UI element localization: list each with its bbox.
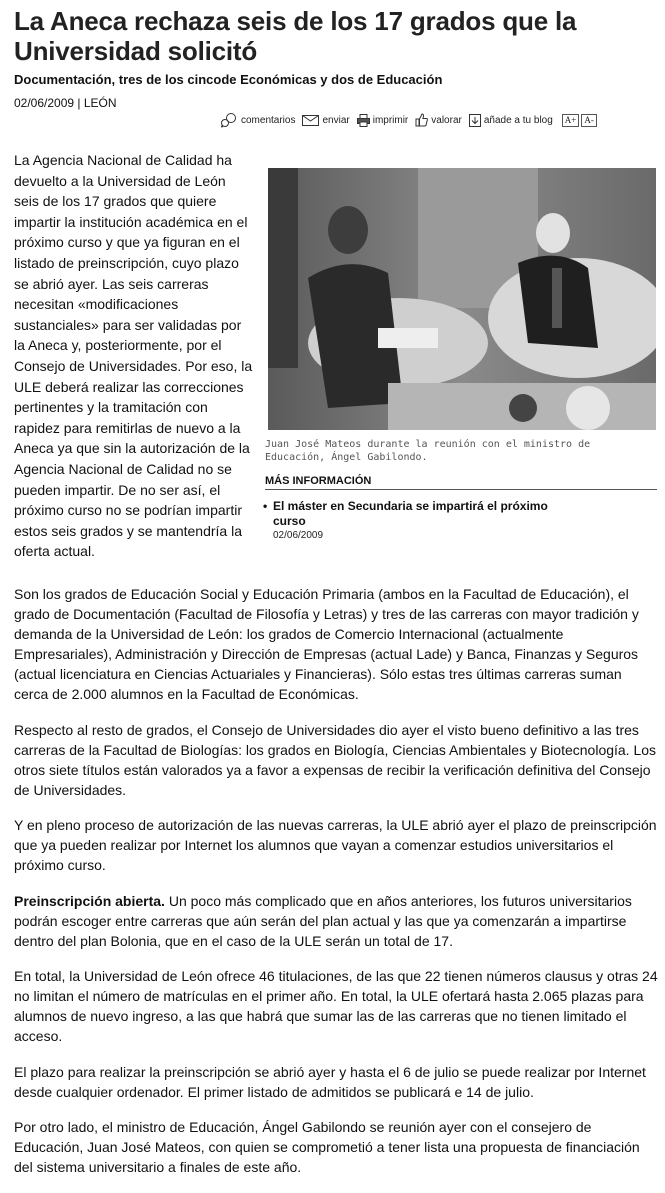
add-to-blog-label: añade a tu blog (483, 114, 553, 126)
more-info-heading: MÁS INFORMACIÓN (265, 475, 657, 490)
envelope-icon (302, 115, 319, 126)
body-paragraph-4 (14, 891, 659, 951)
related-article-link[interactable]: El máster en Secundaria se impartirá el próximo curso (273, 499, 548, 528)
printer-icon (357, 114, 370, 127)
body-paragraph-7: Por otro lado, el ministro de Educación, Ángel Gabilondo se reunión ayer con el consejero de Educación, Juan José Mateos, con quien se comprometió a tener lista una propuesta de financiación del sistema universitario a finales de este año. (14, 1119, 640, 1175)
add-to-blog-link[interactable] (469, 114, 553, 127)
section-lead: Preinscripción abierta. (14, 892, 165, 909)
subheadline: Documentación, tres de los cincode Económicas y dos de Educación (14, 72, 443, 87)
thumbs-up-icon (415, 113, 428, 127)
font-increase-button[interactable]: A+ (562, 114, 580, 127)
article-toolbar (220, 111, 660, 129)
article-location: LEÓN (83, 96, 117, 110)
bullet-icon: • (263, 499, 268, 513)
article-body (14, 584, 659, 1193)
body-paragraph-1: Son los grados de Educación Social y Educación Primaria (ambos en la Facultad de Educación), el grado de Documentación (Facultad de Filosofía y Letras) y tres de las carreras con mayor tradición y demanda de la Universidad de León: los grados de Comercio Internacional (actualmente Empresariales), Administración y Dirección de Empresas (actual Lade) y Banca, Finanzas y Seguros (actual licenciatura en Ciencias Actuariales y Financieras). Sólo estas tres últimas carreras suman cerca de 2.000 alumnos en la Facultad de Económicas. (14, 586, 639, 702)
rate-label: valorar (431, 114, 462, 126)
body-paragraph-4-text: Un poco más complicado que en años anteriores, los futuros universitarios podrán escoger entre carreras que aún serán del plan actual y las que ya comenzarán a impartirse dentro del plan Bolonia, que en el caso de la ULE serán un total de 17. (14, 892, 632, 949)
print-link[interactable] (357, 114, 409, 127)
font-decrease-button[interactable]: A- (581, 114, 597, 127)
dateline-separator: | (74, 96, 84, 110)
print-label: imprimir (372, 114, 409, 126)
related-article-date: 02/06/2009 (273, 530, 324, 541)
comments-icon (220, 113, 238, 128)
article-date: 02/06/2009 (14, 96, 75, 110)
comments-link[interactable] (220, 113, 295, 128)
send-label: enviar (322, 114, 350, 126)
blog-icon (469, 114, 481, 127)
headline: La Aneca rechaza seis de los 17 grados que la Universidad solicitó (14, 6, 577, 66)
body-paragraph-6: El plazo para realizar la preinscripción se abrió ayer y hasta el 6 de julio se puede realizar por Internet desde cualquier ordenador. El primer listado de admitidos se publicará e 14 de julio. (14, 1063, 646, 1100)
send-link[interactable] (302, 115, 349, 126)
comments-label: comentarios (241, 114, 296, 126)
body-paragraph-2: Respecto al resto de grados, el Consejo de Universidades dio ayer el visto bueno definitivo a las tres carreras de la Facultad de Biologías: los grados en Biología, Ciencias Ambientales y Biotecnología. Los otros siete títulos están valorados ya a favor a expensas de recibir la verificación definitiva del Consejo de Universidades. (14, 721, 657, 798)
lead-paragraph: La Agencia Nacional de Calidad ha devuelto a la Universidad de León seis de los 17 grados que quiere impartir la institución académica en el próximo curso y que ya figuran en el listado de preinscripción, cuyo plazo se abrió ayer. Las seis carreras necesitan «modificaciones sustanciales» para ser validadas por la Aneca y, posteriormente, por el Consejo de Universidades. Por eso, la ULE deberá realizar las correcciones pertinentes y la tramitación con rapidez para remitirlas de nuevo a la Aneca ya que sin la autorización de la Agencia Nacional de Calidad no se pueden impartir. De no ser así, el próximo curso no se podrían impartir estos seis grados y se mantendría la oferta actual. (14, 152, 253, 560)
photo-caption: Juan José Mateos durante la reunión con el ministro de Educación, Ángel Gabilondo. (265, 439, 591, 463)
dateline (14, 96, 117, 110)
article-photo (268, 168, 656, 430)
body-paragraph-3: Y en pleno proceso de autorización de las nuevas carreras, la ULE abrió ayer el plazo de preinscripción que ya pueden realizar por Internet los alumnos que vayan a comenzar estudios universitarios el próximo curso. (14, 817, 657, 873)
rate-link[interactable] (415, 113, 462, 127)
body-paragraph-5: En total, la Universidad de León ofrece 46 titulaciones, de las que 22 tienen números clausus y otras 24 no limitan el número de matrículas en el primer año. En total, la ULE ofertará hasta 2.065 plazas para alumnos de nuevo ingreso, a las que habrá que sumar las de las carreras que no tienen limitado el acceso. (14, 968, 658, 1044)
